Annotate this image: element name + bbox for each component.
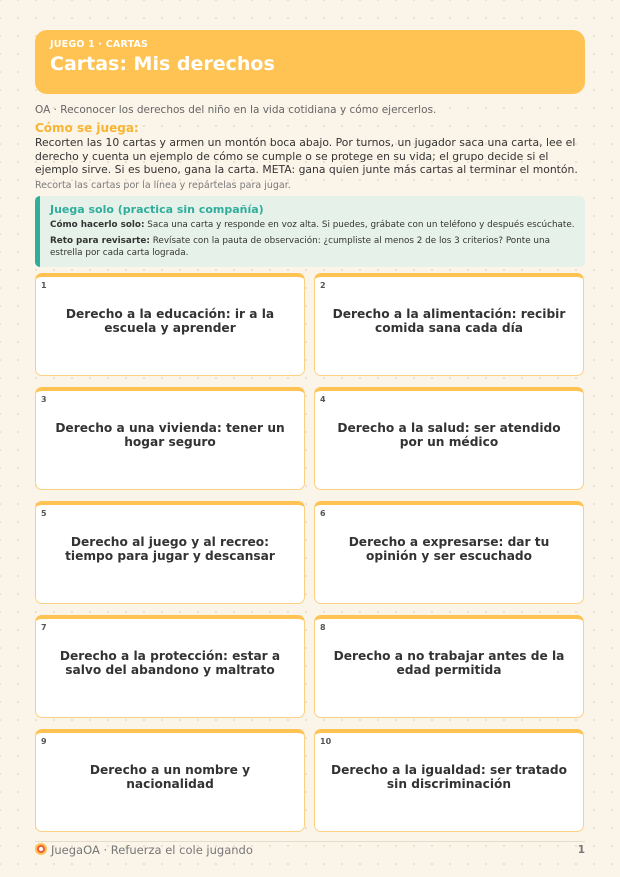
card-text: Derecho a la salud: ser atendido por un médico [337,421,561,449]
card-10 [314,729,584,832]
card-number: 5 [41,509,47,518]
card-number: 9 [41,737,47,746]
card-1 [35,273,305,376]
card-number: 10 [320,737,332,746]
footer-brand: JuegaOA · Refuerza el cole jugando [51,843,253,857]
cut-note: Recorta las cartas por la línea y repártelas para jugar. [35,180,291,191]
card-text: Derecho a la alimentación: recibir comida sana cada día [332,307,566,335]
card-number: 2 [320,281,326,290]
card-number: 7 [41,623,47,632]
card-6 [314,501,584,604]
game-label: JUEGO 1 · CARTAS [50,39,149,50]
card-text: Derecho a una vivienda: tener un hogar seguro [55,421,285,449]
footer-divider [35,841,585,842]
solo-review-text: Revísate con la pauta de observación: ¿cumpliste al menos 2 de los 3 criterios? Ponte una estrella por cada carta lograda. [50,235,550,258]
card-2 [314,273,584,376]
page-header [35,30,585,94]
card-4 [314,387,584,490]
card-number: 1 [41,281,47,290]
solo-how-label: Cómo hacerlo solo: [50,220,145,230]
card-text: Derecho a la igualdad: ser tratado sin discriminación [330,763,568,791]
card-7 [35,615,305,718]
solo-how-text: Saca una carta y responde en voz alta. Si puedes, grábate con un teléfono y después escúchate. [147,220,575,230]
card-text: Derecho al juego y al recreo: tiempo para jugar y descansar [65,535,275,563]
card-number: 3 [41,395,47,404]
card-text: Derecho a no trabajar antes de la edad permitida [333,649,565,677]
solo-play-box [35,196,585,267]
card-8 [314,615,584,718]
solo-title: Juega solo (practica sin compañía) [50,203,264,216]
solo-how [50,219,575,232]
card-text: Derecho a un nombre y nacionalidad [89,763,251,791]
solo-review [50,235,575,260]
card-5 [35,501,305,604]
page-number: 1 [577,844,585,856]
learning-objective: OA · Reconocer los derechos del niño en la vida cotidiana y cómo ejercerlos. [35,104,437,116]
card-text: Derecho a la protección: estar a salvo del abandono y maltrato [59,649,281,677]
howto-instructions: Recorten las 10 cartas y armen un montón boca abajo. Por turnos, un jugador saca una carta, lee el derecho y cuenta un ejemplo de cómo se cumple o se protege en su vida; el grupo decide si el ejemplo sirve. Si es bueno, gana la carta. META: gana quien junte más cartas al terminar el montón. [35,136,578,177]
card-text: Derecho a la educación: ir a la escuela y aprender [65,307,275,335]
page-title: Cartas: Mis derechos [50,53,275,75]
card-number: 8 [320,623,326,632]
card-3 [35,387,305,490]
solo-review-label: Reto para revisarte: [50,235,150,246]
card-9 [35,729,305,832]
card-text: Derecho a expresarse: dar tu opinión y ser escuchado [348,535,550,563]
howto-heading: Cómo se juega: [35,121,139,135]
target-icon [35,843,47,855]
card-number: 6 [320,509,326,518]
card-number: 4 [320,395,326,404]
